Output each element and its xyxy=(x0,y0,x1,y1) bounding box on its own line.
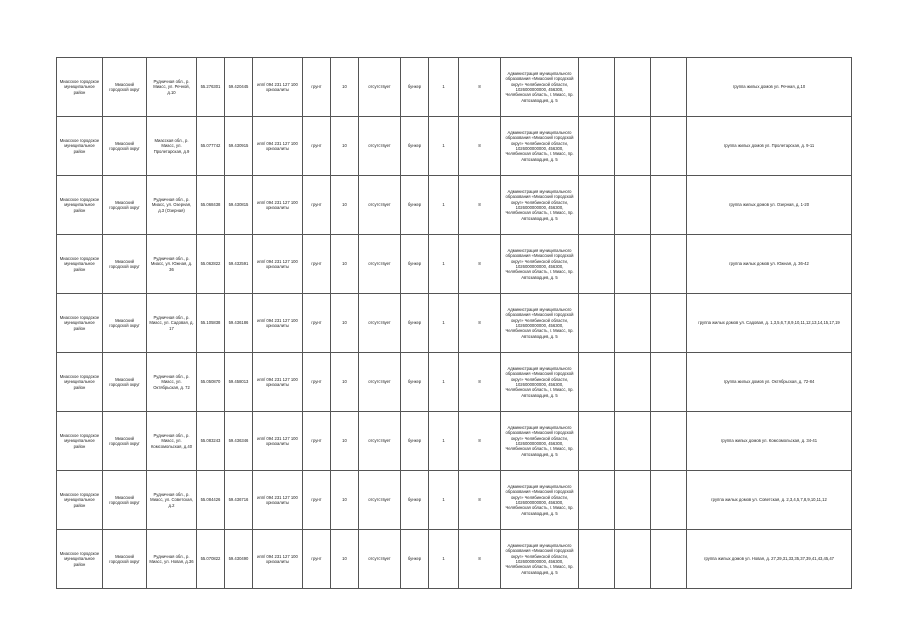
table-cell xyxy=(651,353,687,412)
table-cell: 10 xyxy=(331,530,359,589)
table-cell: отсутствует xyxy=(359,530,401,589)
table-cell: Миасская обл., р. Миасс, ул. Пролетарская, д.9 xyxy=(147,117,197,176)
table-cell xyxy=(615,353,651,412)
table-cell: группа жилых домов ул. Пролетарская, д. 9-11 xyxy=(687,117,852,176)
table-cell: 1 xyxy=(429,294,459,353)
table-cell: группа жилых домов ул. Речная, д.10 xyxy=(687,58,852,117)
table-cell: 10 xyxy=(331,176,359,235)
table-cell: отсутствует xyxy=(359,294,401,353)
table-cell xyxy=(579,176,615,235)
table-cell: 59.430815 xyxy=(225,176,253,235)
table-cell xyxy=(651,294,687,353)
table-cell: 1 xyxy=(429,176,459,235)
table-cell: грунт xyxy=(303,58,331,117)
table-cell: Рудничная обл., р. Миасс, ул. Озерная, д.3 (Озерная) xyxy=(147,176,197,235)
table-cell: 10 xyxy=(331,353,359,412)
table-cell: 55.105838 xyxy=(197,294,225,353)
table-cell xyxy=(579,294,615,353)
table-cell: Рудничная обл., р. Миасс, ул. Речной, д.10 xyxy=(147,58,197,117)
table-cell xyxy=(615,235,651,294)
table-cell: Миасское городское муниципальное район xyxy=(57,235,103,294)
table-cell: 55.070822 xyxy=(197,530,225,589)
table-cell: 59.436186 xyxy=(225,294,253,353)
table-cell: Миасское городское муниципальное район xyxy=(57,412,103,471)
table-cell xyxy=(615,412,651,471)
table-cell xyxy=(651,412,687,471)
table-cell: отсутствует xyxy=(359,117,401,176)
table-cell: группа жилых домов ул. Октябрьская, д. 72-84 xyxy=(687,353,852,412)
table-row xyxy=(57,117,852,176)
table-cell: 1 xyxy=(429,353,459,412)
table-cell: Миасское городское муниципальное район xyxy=(57,530,103,589)
table-cell: 8 xyxy=(459,235,501,294)
table-cell: Рудничная обл., р. Миасс, ул. Советская, д.2 xyxy=(147,471,197,530)
table-cell: Администрация муниципального образования «Миасский городской округ» Челябинской области, 1026000000000, 456300, Челябинская область, г. Миасс, пр. Автозаводцев, д. 5 xyxy=(501,471,579,530)
table-cell: 1 xyxy=(429,412,459,471)
table-cell: Администрация муниципального образования «Миасский городской округ» Челябинской области, 1026000000000, 456300, Челябинская область, г. Миасс, пр. Автозаводцев, д. 5 xyxy=(501,58,579,117)
table-cell: отсутствует xyxy=(359,176,401,235)
table-cell: бункер xyxy=(401,530,429,589)
table-cell: 1 xyxy=(429,235,459,294)
table-cell: 55.077742 xyxy=(197,117,225,176)
table-cell: 1 xyxy=(429,58,459,117)
table-cell: Рудничная обл., р. Миасс, ул. Южная, д. 36 xyxy=(147,235,197,294)
table-cell: 55.083243 xyxy=(197,412,225,471)
table-cell: ипп/ 094 231 127 100 хризоалиты xyxy=(253,176,303,235)
table-cell: бункер xyxy=(401,58,429,117)
table-cell: Миасское городское муниципальное район xyxy=(57,117,103,176)
table-cell: отсутствует xyxy=(359,471,401,530)
table-cell: Миасский городской округ xyxy=(103,353,147,412)
table-cell: 8 xyxy=(459,412,501,471)
table-cell: грунт xyxy=(303,176,331,235)
table-cell: Миасское городское муниципальное район xyxy=(57,176,103,235)
table-cell xyxy=(615,176,651,235)
table-row xyxy=(57,294,852,353)
table-cell: 55.276301 xyxy=(197,58,225,117)
table-cell xyxy=(579,117,615,176)
table-cell: Миасское городское муниципальное район xyxy=(57,353,103,412)
table-cell: группа жилых домов ул. Комсомольская, д. 34-41 xyxy=(687,412,852,471)
table-cell: Администрация муниципального образования «Миасский городской округ» Челябинской области, 1026000000000, 456300, Челябинская область, г. Миасс, пр. Автозаводцев, д. 5 xyxy=(501,176,579,235)
table-cell: бункер xyxy=(401,471,429,530)
table-cell: 10 xyxy=(331,471,359,530)
table-cell: 1 xyxy=(429,530,459,589)
table-cell: группа жилых домов ул. Новая, д. 27,29,31,33,35,37,39,41,43,45,47 xyxy=(687,530,852,589)
table-cell: Администрация муниципального образования «Миасский городской округ» Челябинской области, 1026000000000, 456300, Челябинская область, г. Миасс, пр. Автозаводцев, д. 5 xyxy=(501,235,579,294)
table-cell: Миасский городской округ xyxy=(103,176,147,235)
table-cell: ипп/ 094 231 127 100 хризоалиты xyxy=(253,235,303,294)
table-cell: 8 xyxy=(459,176,501,235)
table-cell: бункер xyxy=(401,353,429,412)
table-cell xyxy=(651,235,687,294)
table-cell: ипп/ 094 231 127 100 хризоалиты xyxy=(253,294,303,353)
table-cell: Администрация муниципального образования «Миасский городской округ» Челябинской области, 1026000000000, 456300, Челябинская область, г. Миасс, пр. Автозаводцев, д. 5 xyxy=(501,117,579,176)
table-cell: 10 xyxy=(331,58,359,117)
table-cell xyxy=(579,235,615,294)
table-cell: группа жилых домов ул. Южная, д. 36-42 xyxy=(687,235,852,294)
table-cell: группа жилых домов ул. Озерная, д. 1-20 xyxy=(687,176,852,235)
table-cell: ипп/ 094 231 127 100 хризоалиты xyxy=(253,530,303,589)
table-cell: 8 xyxy=(459,117,501,176)
table-cell xyxy=(579,58,615,117)
table-cell xyxy=(615,117,651,176)
table-cell: Рудничная обл., р. Миасс, ул. Новая, д.36 xyxy=(147,530,197,589)
table-cell: группа жилых домов ул. Советская, д. 2,3,4,5,7,8,9,10,11,12 xyxy=(687,471,852,530)
table-cell: Администрация муниципального образования «Миасский городской округ» Челябинской области, 1026000000000, 456300, Челябинская область, г. Миасс, пр. Автозаводцев, д. 5 xyxy=(501,412,579,471)
table-cell: 59.432591 xyxy=(225,235,253,294)
table-cell: Миасский городской округ xyxy=(103,471,147,530)
table-cell: 8 xyxy=(459,294,501,353)
table-cell: 55.084426 xyxy=(197,471,225,530)
table-row xyxy=(57,58,852,117)
table-cell: 1 xyxy=(429,117,459,176)
table-cell: отсутствует xyxy=(359,412,401,471)
table-cell xyxy=(579,530,615,589)
table-cell: Миасский городской округ xyxy=(103,294,147,353)
table-cell: грунт xyxy=(303,412,331,471)
table-cell: 10 xyxy=(331,235,359,294)
table-cell xyxy=(615,294,651,353)
table-cell: 1 xyxy=(429,471,459,530)
table-cell: 10 xyxy=(331,294,359,353)
table-cell: Миасский городской округ xyxy=(103,235,147,294)
table-cell: бункер xyxy=(401,176,429,235)
registry-table xyxy=(56,57,852,589)
table-cell: Рудничная обл., р. Миасс, ул. Садовая, д. 17 xyxy=(147,294,197,353)
table-cell: 10 xyxy=(331,412,359,471)
table-cell: Рудничная обл., р. Миасс, ул. Комсомольская, д.40 xyxy=(147,412,197,471)
table-cell: 59.436716 xyxy=(225,471,253,530)
table-cell xyxy=(615,471,651,530)
table-cell: группа жилых домов ул. Садовая, д. 1,3,5,6,7,8,9,10,11,12,13,14,15,17,19 xyxy=(687,294,852,353)
table-cell: Администрация муниципального образования «Миасский городской округ» Челябинской области, 1026000000000, 456300, Челябинская область, г. Миасс, пр. Автозаводцев, д. 5 xyxy=(501,353,579,412)
table-cell: 59.430915 xyxy=(225,117,253,176)
table-cell: отсутствует xyxy=(359,58,401,117)
table-cell: 55.050870 xyxy=(197,353,225,412)
table-cell: грунт xyxy=(303,530,331,589)
table-cell: Миасское городское муниципальное район xyxy=(57,58,103,117)
table-cell: Миасский городской округ xyxy=(103,58,147,117)
table-cell: отсутствует xyxy=(359,353,401,412)
table-cell: бункер xyxy=(401,412,429,471)
table-row xyxy=(57,353,852,412)
table-cell: 8 xyxy=(459,530,501,589)
table-cell: Миасский городской округ xyxy=(103,117,147,176)
table-row xyxy=(57,471,852,530)
table-cell: грунт xyxy=(303,471,331,530)
table-cell: 59.458013 xyxy=(225,353,253,412)
table-cell: Администрация муниципального образования «Миасский городской округ» Челябинской области, 1026000000000, 456300, Челябинская область, г. Миасс, пр. Автозаводцев, д. 5 xyxy=(501,294,579,353)
table-cell: грунт xyxy=(303,235,331,294)
table-cell xyxy=(651,471,687,530)
table-cell: 8 xyxy=(459,58,501,117)
table-cell: 59.430490 xyxy=(225,530,253,589)
table-cell: Миасский городской округ xyxy=(103,412,147,471)
table-cell: ипп/ 094 231 127 100 хризоалиты xyxy=(253,353,303,412)
table-cell: бункер xyxy=(401,117,429,176)
table-cell: Рудничная обл., р. Миасс, ул. Октябрьская, д. 72 xyxy=(147,353,197,412)
table-cell: ипп/ 094 231 127 100 хризоалиты xyxy=(253,412,303,471)
table-cell: ипп/ 094 231 127 100 хризоалиты xyxy=(253,117,303,176)
table-cell xyxy=(651,117,687,176)
table-cell: грунт xyxy=(303,117,331,176)
table-cell: 59.420445 xyxy=(225,58,253,117)
table-row xyxy=(57,412,852,471)
table-cell xyxy=(579,353,615,412)
table-cell: Миасский городской округ xyxy=(103,530,147,589)
table-cell: 10 xyxy=(331,117,359,176)
table-cell xyxy=(615,58,651,117)
table-row xyxy=(57,235,852,294)
table-cell: Администрация муниципального образования «Миасский городской округ» Челябинской области, 1026000000000, 456300, Челябинская область, г. Миасс, пр. Автозаводцев, д. 5 xyxy=(501,530,579,589)
table-cell: ипп/ 094 231 127 100 хризоалиты xyxy=(253,58,303,117)
table-cell: 8 xyxy=(459,353,501,412)
table-row xyxy=(57,530,852,589)
table-row xyxy=(57,176,852,235)
table-cell xyxy=(651,530,687,589)
table-cell xyxy=(651,176,687,235)
table-cell: Миасское городское муниципальное район xyxy=(57,471,103,530)
table-cell: ипп/ 094 231 127 100 хризоалиты xyxy=(253,471,303,530)
table-cell: бункер xyxy=(401,235,429,294)
table-cell: бункер xyxy=(401,294,429,353)
table-cell xyxy=(615,530,651,589)
table-cell: 8 xyxy=(459,471,501,530)
table-cell: Миасское городское муниципальное район xyxy=(57,294,103,353)
table-cell: грунт xyxy=(303,294,331,353)
table-cell xyxy=(579,471,615,530)
table-cell: 55.062822 xyxy=(197,235,225,294)
table-cell: отсутствует xyxy=(359,235,401,294)
table-cell: грунт xyxy=(303,353,331,412)
table-cell xyxy=(579,412,615,471)
table-cell xyxy=(651,58,687,117)
table-cell: 55.068438 xyxy=(197,176,225,235)
table-cell: 59.436346 xyxy=(225,412,253,471)
